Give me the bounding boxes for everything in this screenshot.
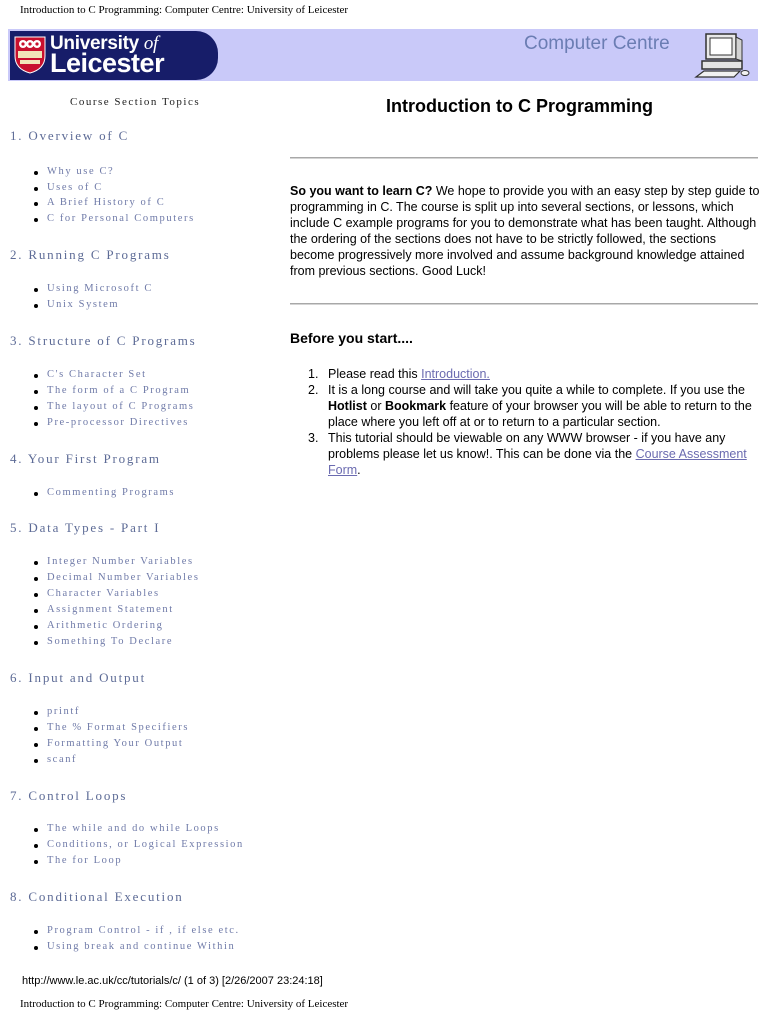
divider — [290, 303, 758, 305]
sidebar-link[interactable]: The layout of C Programs — [47, 401, 195, 412]
sidebar-link[interactable]: Commenting Programs — [47, 487, 176, 498]
step-text: This tutorial should be viewable on any WWW browser - if you have any problems please let us know!. This can be done via the — [328, 431, 726, 461]
sidebar-link[interactable]: Unix System — [47, 299, 120, 310]
university-logo[interactable] — [10, 31, 218, 80]
sidebar-link[interactable]: Pre-processor Directives — [47, 417, 189, 428]
section-title-conditional[interactable]: 8. Conditional Execution — [10, 889, 184, 904]
intro-text: We hope to provide you with an easy step by step guide to programming in C. The course is split up into several sections, or lessons, which include C example programs for you to demonstrate what has been taught. Although the ordering of the sections does not have to be strictly followed, the sections become progressively more involved and assume background knowledge attained from previous sections. Good Luck! — [290, 184, 760, 278]
sidebar-link[interactable]: The for Loop — [47, 855, 123, 866]
intro-paragraph — [290, 183, 760, 279]
sidebar-link[interactable]: scanf — [47, 754, 78, 765]
introduction-link[interactable]: Introduction. — [421, 367, 490, 381]
course-assessment-form-link[interactable]: Course Assessment Form — [328, 447, 747, 477]
step-number: 3. — [308, 431, 319, 445]
sidebar-link[interactable]: Formatting Your Output — [47, 738, 184, 749]
divider — [290, 157, 758, 159]
sidebar-link[interactable]: Assignment Statement — [47, 604, 174, 615]
step-text: or — [366, 399, 385, 413]
logo-text-leicester: Leicester — [50, 48, 165, 78]
section-title-overview[interactable]: 1. Overview of C — [10, 128, 130, 143]
section-title-first-program[interactable]: 4. Your First Program — [10, 451, 161, 466]
crest-icon — [14, 36, 46, 74]
step-number: 1. — [308, 367, 319, 381]
site-banner — [8, 29, 758, 81]
step-number: 2. — [308, 383, 319, 397]
step-text: Please read this — [328, 367, 422, 381]
steps-list — [308, 366, 760, 478]
step-text: It is a long course and will take you quite a while to complete. If you use the — [328, 383, 745, 397]
list-item — [308, 382, 760, 430]
sidebar-link[interactable]: Uses of C — [47, 182, 103, 193]
sidebar-link[interactable]: Using break and continue Within — [47, 941, 236, 952]
sidebar-link[interactable]: Arithmetic Ordering — [47, 620, 164, 631]
section-title-structure[interactable]: 3. Structure of C Programs — [10, 333, 197, 348]
sidebar-link[interactable]: The form of a C Program — [47, 385, 191, 396]
sidebar-link[interactable]: Why use C? — [47, 166, 115, 177]
section-title-running[interactable]: 2. Running C Programs — [10, 247, 171, 262]
sidebar-link[interactable]: Integer Number Variables — [47, 556, 194, 567]
list-item — [308, 430, 760, 478]
sidebar-link[interactable]: Using Microsoft C — [47, 283, 153, 294]
sidebar-heading: Course Section Topics — [70, 96, 201, 108]
computer-icon — [694, 31, 752, 79]
sidebar-link[interactable]: The while and do while Loops — [47, 823, 220, 834]
computer-centre-title[interactable]: Computer Centre — [524, 33, 670, 54]
hotlist-term: Hotlist — [328, 399, 367, 413]
print-footer-title: Introduction to C Programming: Computer Centre: University of Leicester — [20, 998, 349, 1010]
logo-text-university: University of — [50, 33, 159, 54]
section-title-input-output[interactable]: 6. Input and Output — [10, 670, 147, 685]
bookmark-term: Bookmark — [384, 399, 447, 413]
sidebar-link[interactable]: Character Variables — [47, 588, 160, 599]
section-title-data-types[interactable]: 5. Data Types - Part I — [10, 520, 161, 535]
print-footer-url: http://www.le.ac.uk/cc/tutorials/c/ (1 of 3) [2/26/2007 23:24:18] — [22, 975, 323, 987]
sidebar-link[interactable]: C's Character Set — [47, 369, 147, 380]
section-title-control-loops[interactable]: 7. Control Loops — [10, 788, 128, 803]
sidebar-link[interactable]: The % Format Specifiers — [47, 722, 190, 733]
page-title: Introduction to C Programming — [386, 96, 653, 116]
sidebar-link[interactable]: printf — [47, 706, 80, 717]
sidebar-link[interactable]: A Brief History of C — [47, 197, 166, 208]
list-item — [308, 366, 760, 382]
step-text: . — [357, 463, 361, 477]
sidebar-link[interactable]: C for Personal Computers — [47, 213, 195, 224]
step-text: feature of your browser you will be able to return to the place where you left off at or to return to a particular section. — [328, 399, 752, 429]
intro-bold-lead: So you want to learn C? — [290, 184, 433, 198]
sidebar-link[interactable]: Program Control - if , if else etc. — [47, 925, 240, 936]
sidebar-link[interactable]: Conditions, or Logical Expression — [47, 839, 244, 850]
print-header-title: Introduction to C Programming: Computer Centre: University of Leicester — [20, 4, 349, 16]
sidebar-link[interactable]: Something To Declare — [47, 636, 174, 647]
before-you-start-heading: Before you start.... — [290, 330, 413, 346]
sidebar-link[interactable]: Decimal Number Variables — [47, 572, 200, 583]
